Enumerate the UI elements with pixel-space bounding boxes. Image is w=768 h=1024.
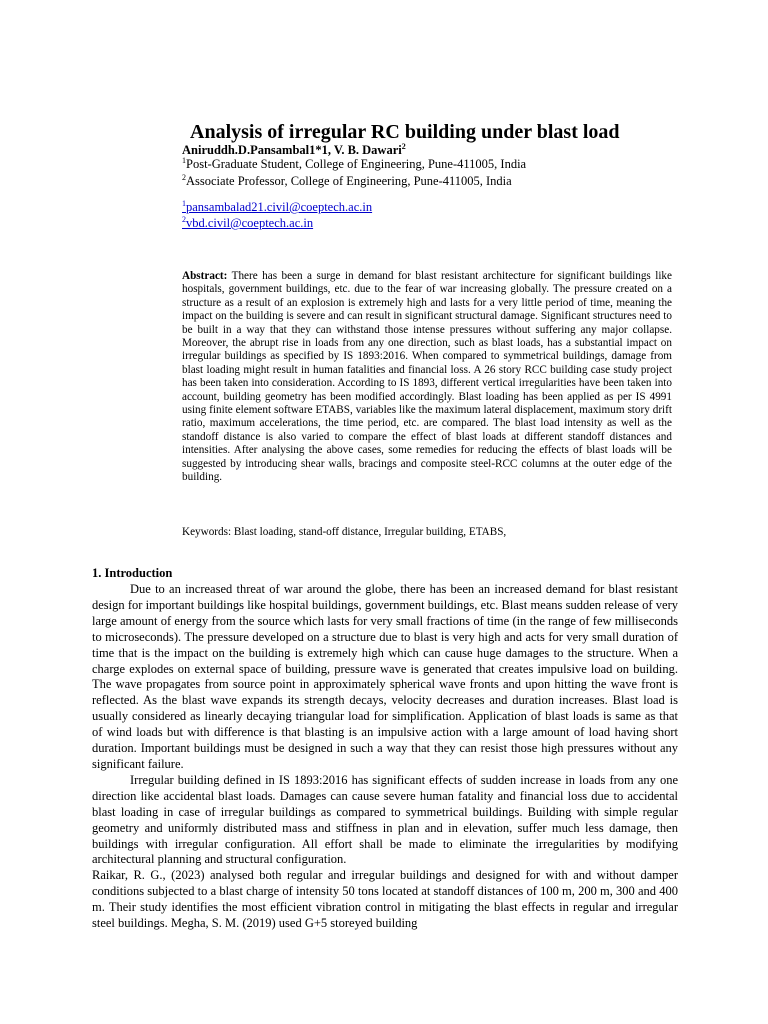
section-heading: 1. Introduction — [92, 566, 173, 580]
paper-title: Analysis of irregular RC building under blast load — [190, 121, 620, 143]
paragraph: Due to an increased threat of war around the globe, there has been an increased demand for blast resistant design for important buildings like hospital buildings, government buildings, etc. Blast means sudden release of very large amount of energy from the source which lasts for very small fractions of time (in the range of few milliseconds to microseconds). The pressure developed on a structure due to blast is very high and acts for very small duration of time that is the impact on the building is extremely high which can cause huge damages to the structure. When a charge explodes on external space of building, pressure wave is generated that creates impulsive load on building. The wave propagates from source point in approximately spherical wave fronts and upon hitting the wave front is reflected. As the blast wave expands its strength decays, velocity decreases and duration increases. Blast load is usually considered as linearly decaying triangular load for simplification. Application of blast loads is same as that of wind loads but with difference is that blasting is an impulsive action with a large amount of load having short duration. Important buildings must be designed in such a way that they can resist those high pressures without any significant failure. — [92, 582, 678, 771]
email-link[interactable] — [182, 216, 313, 230]
affiliation-marker: 1 — [182, 156, 186, 165]
affiliation-marker: 2 — [182, 173, 186, 182]
abstract — [182, 270, 672, 485]
email-marker: 1 — [182, 199, 186, 208]
author-names: Aniruddh.D.Pansambal1*1, V. B. Dawari — [182, 143, 402, 157]
email-marker: 2 — [182, 215, 186, 224]
author-superscript: 2 — [401, 142, 406, 151]
keywords: Keywords: Blast loading, stand-off distance, Irregular building, ETABS, — [182, 526, 507, 538]
author-line — [182, 143, 406, 158]
affiliation-2 — [182, 174, 512, 189]
affiliation-1 — [182, 157, 526, 172]
email-1 — [182, 200, 372, 215]
affiliation-text: Post-Graduate Student, College of Engineering, Pune-411005, India — [186, 157, 527, 171]
introduction-body — [92, 582, 678, 932]
email-2 — [182, 216, 313, 231]
abstract-text: There has been a surge in demand for blast resistant architecture for significant buildings like hospitals, government buildings, etc. due to the fear of war increasing globally. The pressure created on a structure as a result of an explosion is extremely high and lasts for a very little period of time, meaning the impact on the building is severe and can result in significant structural damage. Significant structures need to be built in a way that they can withstand those intense pressures without suffering any major collapse. Moreover, the abrupt rise in loads from any one direction, such as blast loads, has a substantial impact on irregular buildings as specified by IS 1893:2016. When compared to symmetrical buildings, damage from blast loading might result in human fatalities and financial loss. A 26 story RCC building case study project has been taken into consideration. According to IS 1893, different vertical irregularities have been taken into account, building geometry has been modified accordingly. Blast loading has been applied as per IS 4991 using finite element software ETABS, variables like the maximum lateral displacement, maximum story drift ratio, maximum accelerations, the time period, etc. are compared. The blast load intensity as well as the standoff distance is also varied to compare the effect of blast loads at different standoff distances and intensities. After analysing the above cases, some remedies for reducing the effects of blast loads will be suggested by introducing shear walls, bracings and composite steel-RCC columns at the outer edge of the building. — [182, 270, 672, 484]
paragraph: Raikar, R. G., (2023) analysed both regular and irregular buildings and designed for with and without damper conditions subjected to a blast charge of intensity 50 tons located at standoff distances of 100 m, 200 m, 300 and 400 m. Their study identifies the most efficient vibration control in mitigating the blast effects in regular and irregular steel buildings. Megha, S. M. (2019) used G+5 storeyed building — [92, 868, 678, 931]
email-link[interactable] — [182, 200, 372, 214]
email-text: vbd.civil@coeptech.ac.in — [186, 216, 314, 230]
paragraph: Irregular building defined in IS 1893:2016 has significant effects of sudden increase in loads from any one direction like accidental blast loads. Damages can cause severe human fatality and financial loss due to accidental blast loading in case of irregular buildings as compared to symmetrical buildings. Building with simple regular geometry and uniformly distributed mass and stiffness in plan and in elevation, suffer much less damage, then buildings with irregular configuration. All effort shall be made to eliminate the irregularities by modifying architectural planning and structural configuration. — [92, 772, 678, 867]
email-text: pansambalad21.civil@coeptech.ac.in — [186, 200, 373, 214]
abstract-label: Abstract: — [182, 270, 228, 282]
affiliation-text: Associate Professor, College of Engineering, Pune-411005, India — [186, 174, 512, 188]
